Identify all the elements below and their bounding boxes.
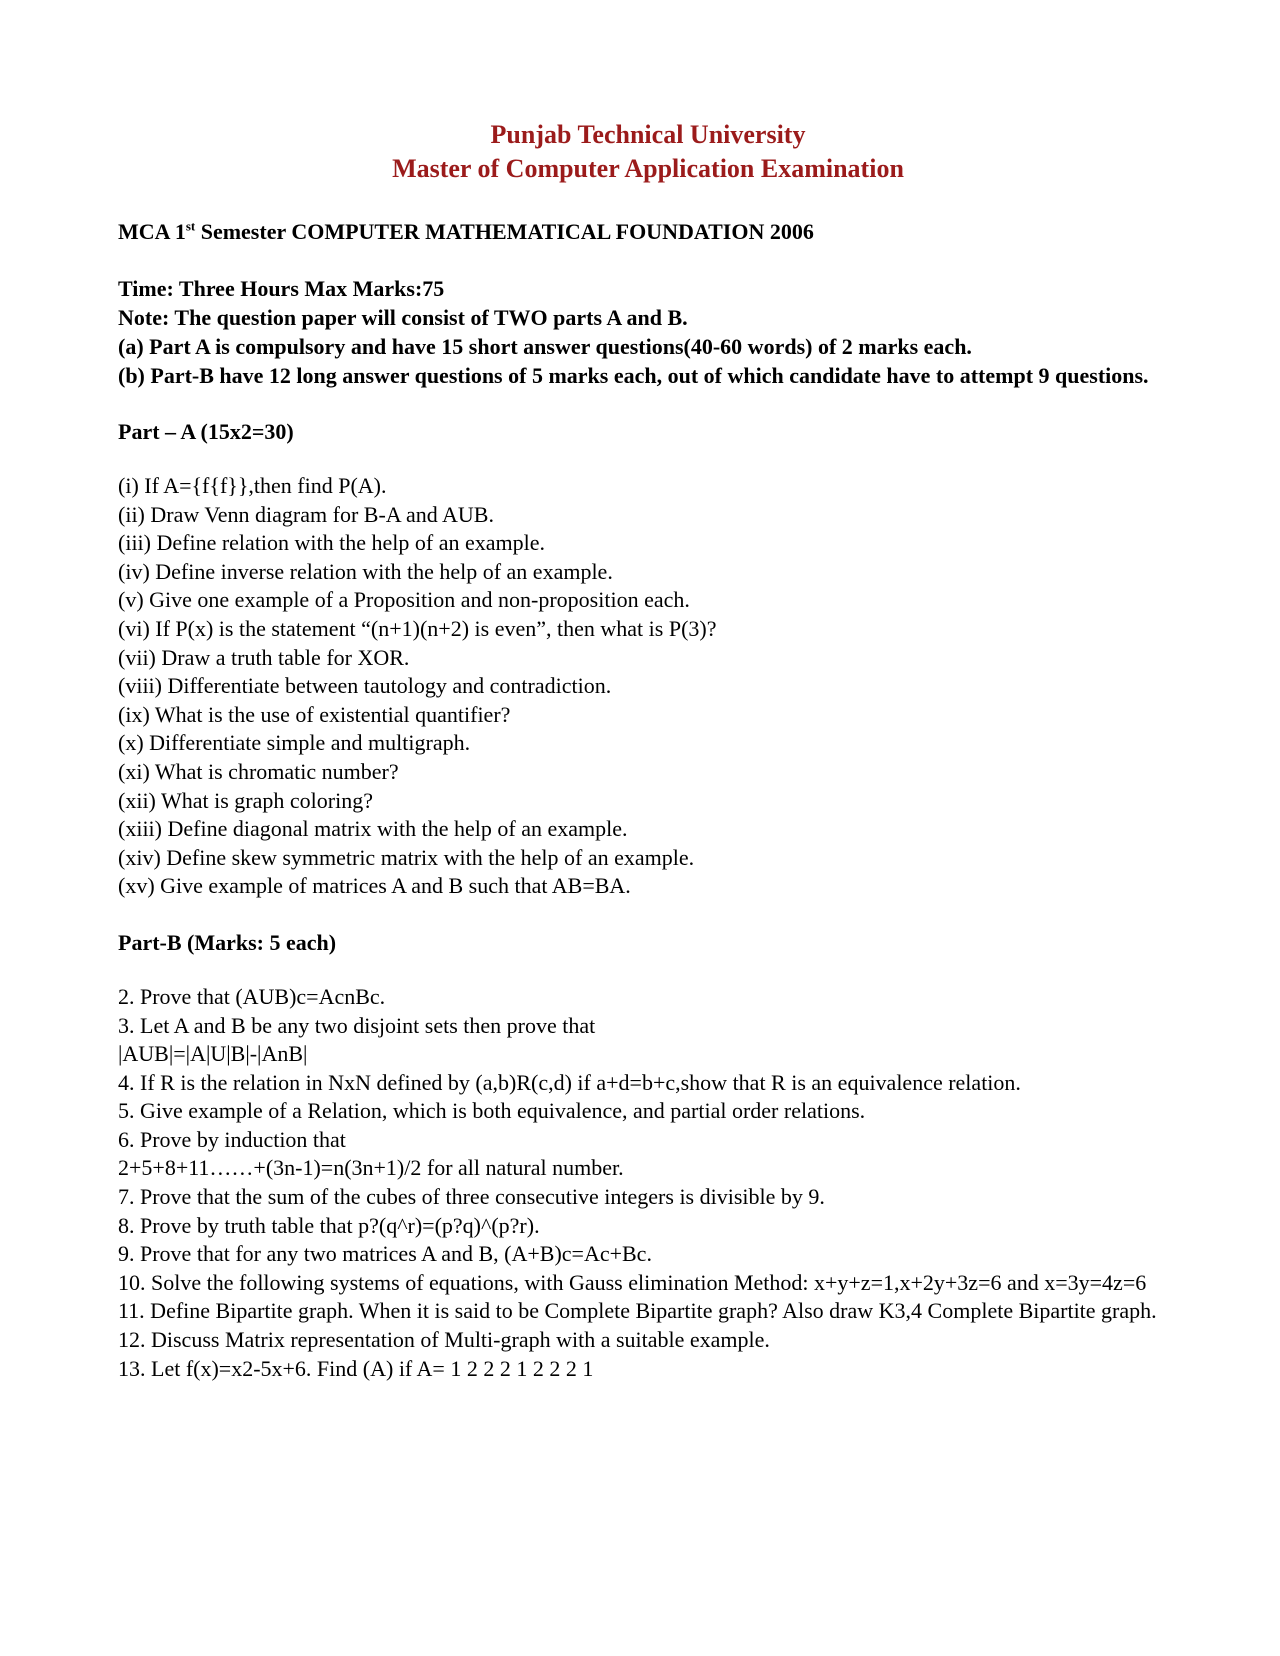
part-b-heading: Part-B (Marks: 5 each)	[118, 929, 337, 955]
question-item: (xi) What is chromatic number?	[118, 758, 399, 784]
question-item: 2. Prove that (AUB)c=AcnBc.	[118, 983, 386, 1009]
time-marks: Time: Three Hours Max Marks:75	[118, 276, 445, 301]
question-item: 7. Prove that the sum of the cubes of three consecutive integers is divisible by 9.	[118, 1184, 825, 1210]
question-item: 3. Let A and B be any two disjoint sets then prove that	[118, 1012, 596, 1038]
question-item: 4. If R is the relation in NxN defined by (a,b)R(c,d) if a+d=b+c,show that R is an equivalence relation.	[118, 1069, 1021, 1095]
question-item: (x) Differentiate simple and multigraph.	[118, 730, 471, 756]
question-item: 13. Let f(x)=x2-5x+6. Find (A) if A= 1 2 2 2 1 2 2 2 1	[118, 1355, 594, 1381]
question-item: 8. Prove by truth table that p?(q^r)=(p?q)^(p?r).	[118, 1212, 540, 1238]
question-item: (vi) If P(x) is the statement “(n+1)(n+2) is even”, then what is P(3)?	[118, 615, 717, 641]
instructions	[118, 274, 1178, 390]
question-item: (iv) Define inverse relation with the help of an example.	[118, 558, 613, 584]
subject-prefix: MCA 1	[118, 219, 186, 244]
university-title: Punjab Technical University	[490, 120, 806, 149]
part-b-rule: (b) Part-B have 12 long answer questions of 5 marks each, out of which candidate have to attempt 9 questions.	[118, 363, 1149, 388]
question-item: 10. Solve the following systems of equations, with Gauss elimination Method: x+y+z=1,x+2y+3z=6 and x=3y=4z=6	[118, 1269, 1147, 1295]
question-paper	[118, 118, 1178, 1383]
question-item: (ix) What is the use of existential quantifier?	[118, 701, 511, 727]
subject-ordinal-suffix: st	[185, 218, 196, 234]
question-item: (vii) Draw a truth table for XOR.	[118, 644, 410, 670]
question-item: (xiv) Define skew symmetric matrix with the help of an example.	[118, 844, 695, 870]
question-item: (ii) Draw Venn diagram for B-A and AUB.	[118, 501, 494, 527]
part-a-heading: Part – A (15x2=30)	[118, 419, 294, 444]
question-item: 11. Define Bipartite graph. When it is said to be Complete Bipartite graph? Also draw K3,4 Complete Bipartite graph.	[118, 1298, 1157, 1324]
question-item: 6. Prove by induction that	[118, 1126, 346, 1152]
subject-line	[118, 218, 1178, 246]
subject-rest: Semester COMPUTER MATHEMATICAL FOUNDATION 2006	[195, 219, 814, 244]
note: Note: The question paper will consist of TWO parts A and B.	[118, 305, 688, 330]
part-a-rule: (a) Part A is compulsory and have 15 short answer questions(40-60 words) of 2 marks each.	[118, 334, 972, 359]
question-item: (i) If A={f{f}},then find P(A).	[118, 473, 387, 498]
question-item: (viii) Differentiate between tautology and contradiction.	[118, 673, 612, 699]
part-a-questions	[118, 472, 1178, 901]
exam-title: Master of Computer Application Examination	[392, 154, 904, 183]
question-item: (v) Give one example of a Proposition and non-proposition each.	[118, 587, 690, 613]
question-item: 5. Give example of a Relation, which is both equivalence, and partial order relations.	[118, 1098, 866, 1124]
question-item: (xiii) Define diagonal matrix with the help of an example.	[118, 816, 628, 842]
part-b-questions	[118, 983, 1178, 1383]
question-item: (xii) What is graph coloring?	[118, 787, 373, 813]
question-item: 9. Prove that for any two matrices A and B, (A+B)c=Ac+Bc.	[118, 1241, 652, 1267]
question-item: (iii) Define relation with the help of an example.	[118, 530, 546, 556]
question-item: (xv) Give example of matrices A and B such that AB=BA.	[118, 873, 631, 899]
question-item: 12. Discuss Matrix representation of Multi-graph with a suitable example.	[118, 1327, 770, 1353]
question-item: |AUB|=|A|U|B|-|AnB|	[118, 1041, 308, 1067]
question-item: 2+5+8+11……+(3n-1)=n(3n+1)/2 for all natural number.	[118, 1155, 624, 1181]
